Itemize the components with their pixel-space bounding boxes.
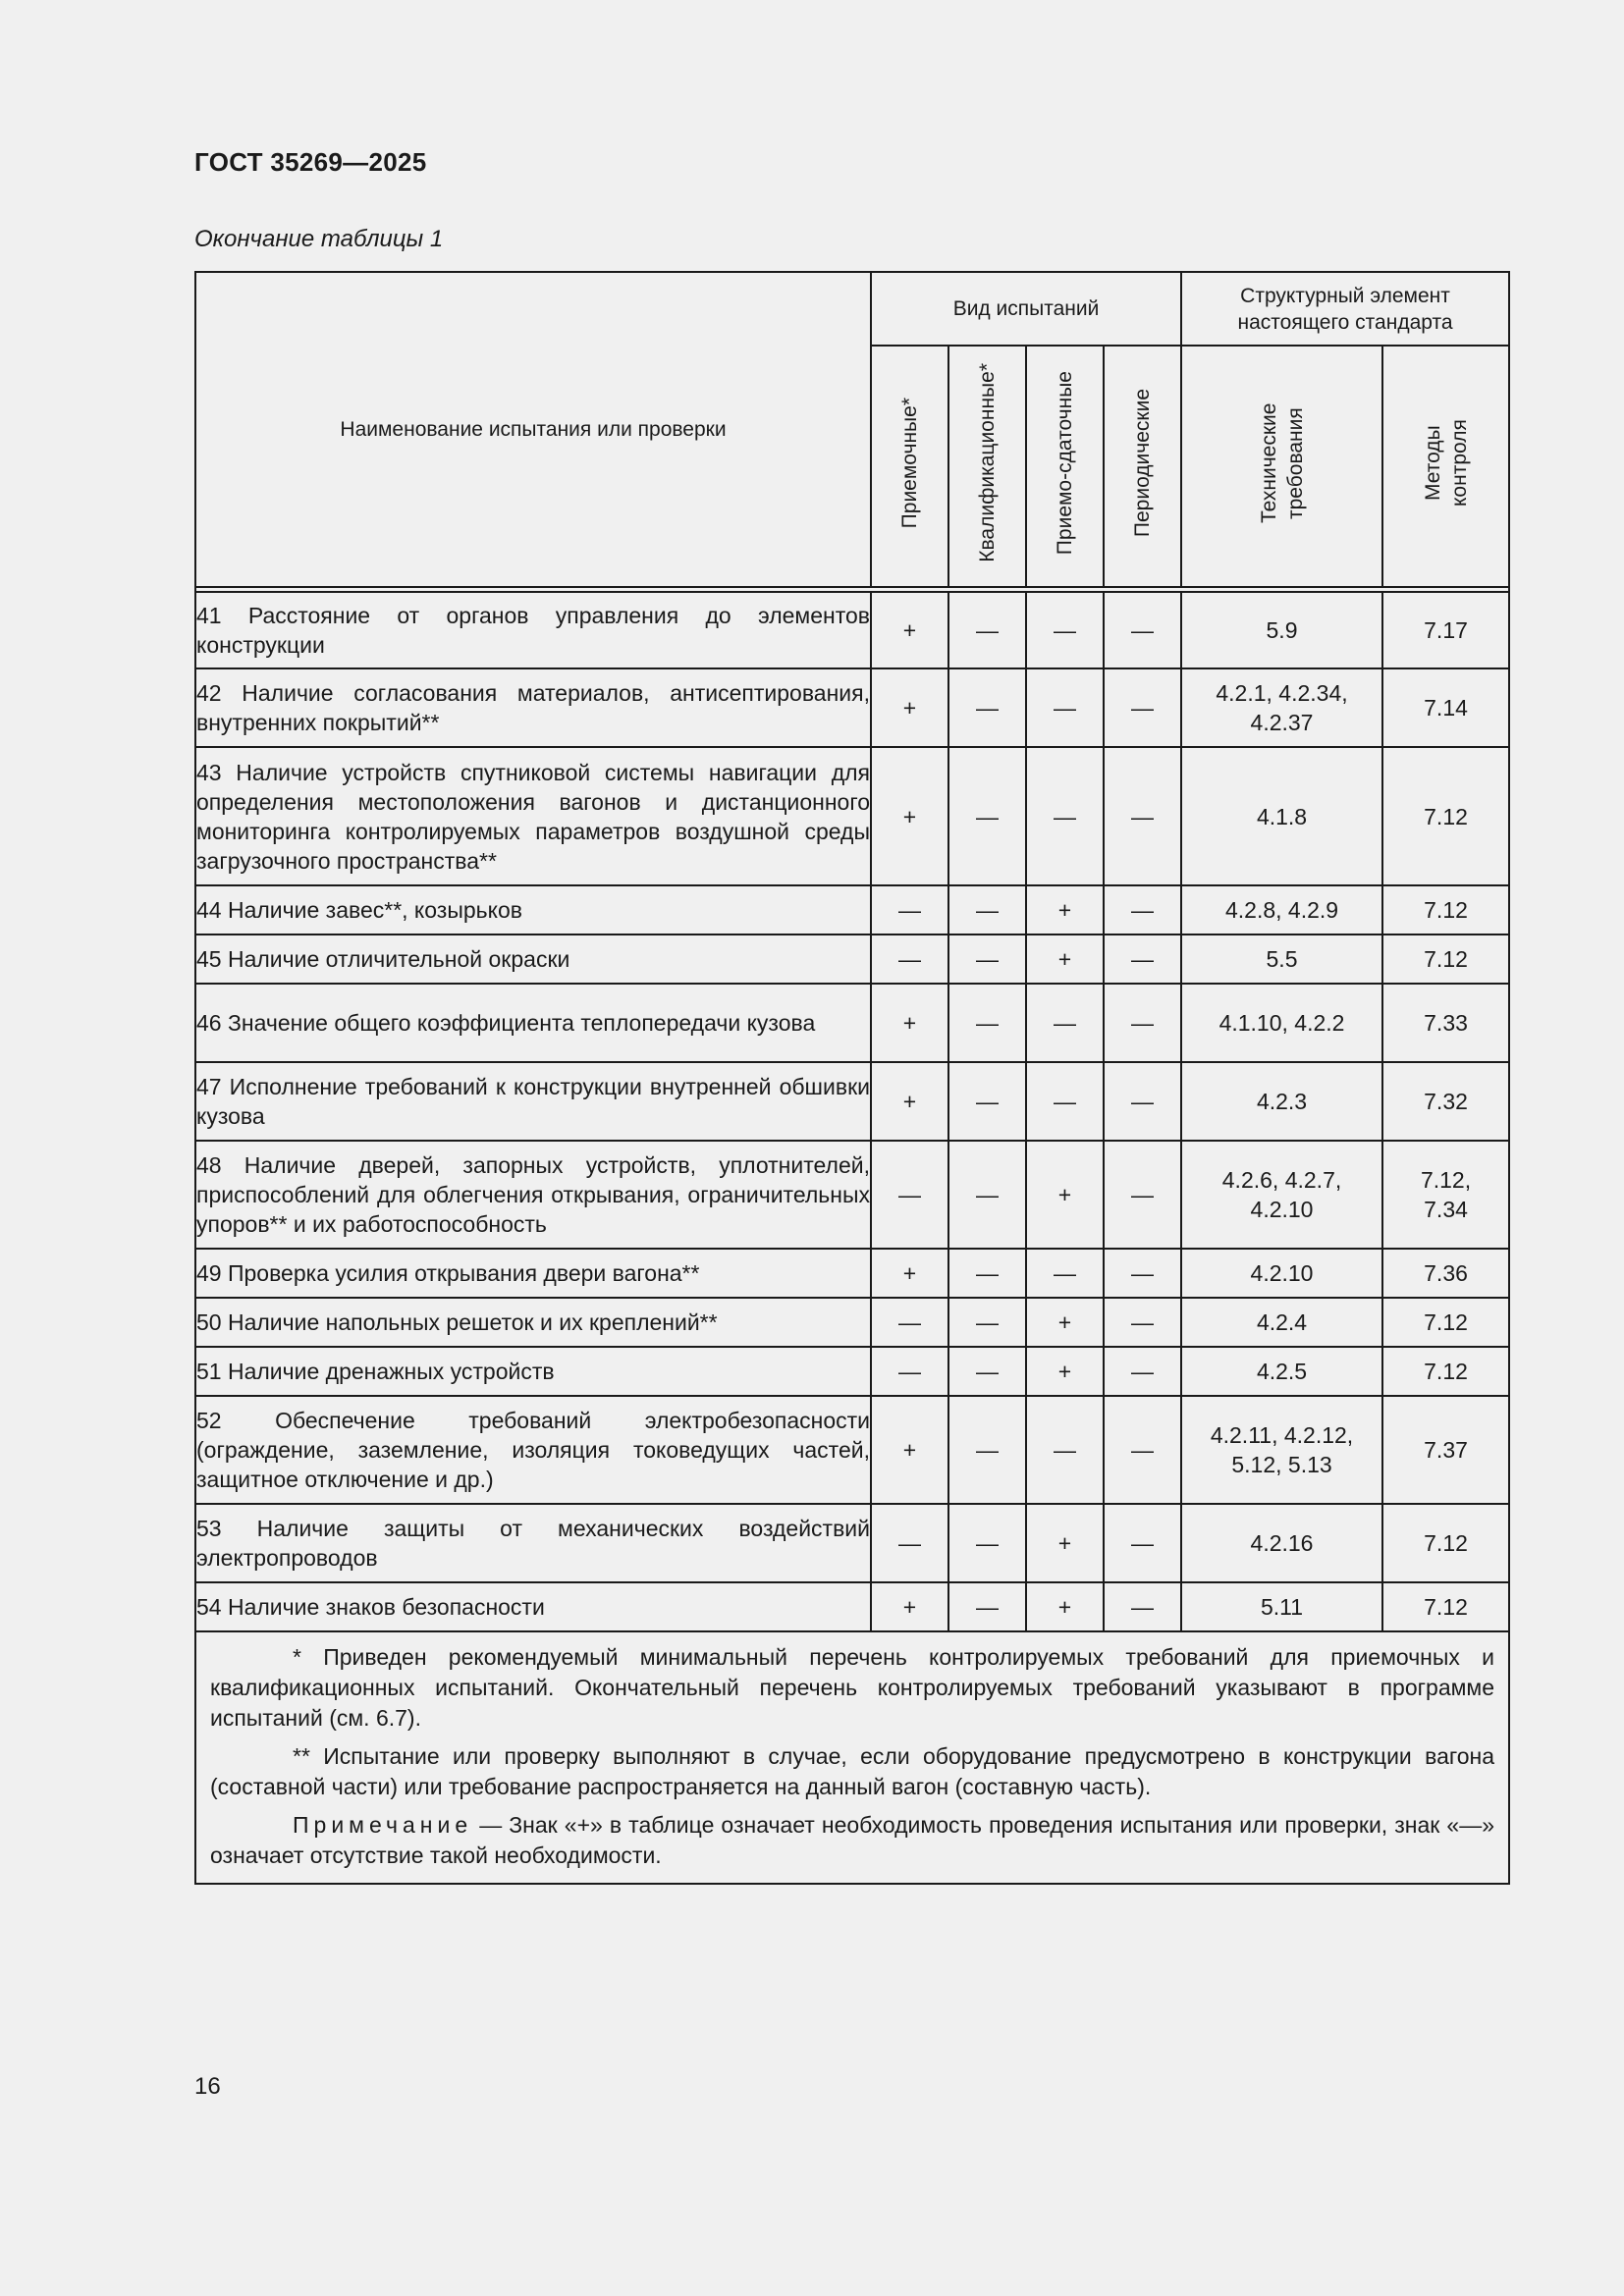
qualification-mark-cell: — — [948, 1298, 1026, 1347]
test-name-cell: 41 Расстояние от органов управления до элементов конструкции — [195, 592, 871, 668]
tech-requirements-cell: 4.2.11, 4.2.12, 5.12, 5.13 — [1181, 1396, 1382, 1504]
table-row — [195, 747, 1509, 885]
acceptance-mark-cell: + — [871, 592, 948, 668]
acceptance-mark-cell: — — [871, 1141, 948, 1249]
acceptance-mark-cell: + — [871, 668, 948, 747]
periodic-mark-cell: — — [1104, 1396, 1181, 1504]
table-row — [195, 1062, 1509, 1141]
header-qualification-label: Квалификационные* — [976, 363, 999, 562]
acceptance-mark-cell: + — [871, 984, 948, 1062]
tech-requirements-cell: 4.2.1, 4.2.34, 4.2.37 — [1181, 668, 1382, 747]
control-methods-cell: 7.32 — [1382, 1062, 1509, 1141]
delivery-mark-cell: + — [1026, 1141, 1104, 1249]
header-periodic — [1104, 346, 1181, 587]
qualification-mark-cell: — — [948, 747, 1026, 885]
periodic-mark-cell: — — [1104, 668, 1181, 747]
header-acceptance-label: Приемочные* — [898, 397, 921, 529]
periodic-mark-cell: — — [1104, 984, 1181, 1062]
table-row — [195, 592, 1509, 668]
acceptance-mark-cell: + — [871, 1396, 948, 1504]
control-methods-cell: 7.37 — [1382, 1396, 1509, 1504]
table-body — [195, 587, 1509, 1631]
table-row — [195, 1582, 1509, 1631]
control-methods-cell: 7.12 — [1382, 1347, 1509, 1396]
header-tech-requirements — [1181, 346, 1382, 587]
test-name-cell: 49 Проверка усилия открывания двери вагона** — [195, 1249, 871, 1298]
test-name-cell: 53 Наличие защиты от механических воздействий электропроводов — [195, 1504, 871, 1582]
tech-requirements-cell: 4.1.10, 4.2.2 — [1181, 984, 1382, 1062]
test-name-cell: 48 Наличие дверей, запорных устройств, уплотнителей, приспособлений для облегчения открывания, ограничительных упоров** и их работоспособность — [195, 1141, 871, 1249]
table-notes — [195, 1631, 1509, 1884]
table-row — [195, 1504, 1509, 1582]
header-delivery — [1026, 346, 1104, 587]
control-methods-cell: 7.14 — [1382, 668, 1509, 747]
footnote-single-star: * Приведен рекомендуемый минимальный перечень контролируемых требований для приемочных и квалификационных испытаний. Окончательный перечень контролируемых требований указывают в программе испытаний (см. 6.7). — [210, 1644, 1495, 1731]
header-tech-requirements-label: Технические требования — [1257, 402, 1307, 523]
test-name-cell: 54 Наличие знаков безопасности — [195, 1582, 871, 1631]
acceptance-mark-cell: — — [871, 934, 948, 984]
test-name-cell: 42 Наличие согласования материалов, антисептирования, внутренних покрытий** — [195, 668, 871, 747]
table-row — [195, 984, 1509, 1062]
delivery-mark-cell: + — [1026, 934, 1104, 984]
qualification-mark-cell: — — [948, 1062, 1026, 1141]
acceptance-mark-cell: — — [871, 1298, 948, 1347]
periodic-mark-cell: — — [1104, 747, 1181, 885]
header-delivery-label: Приемо-сдаточные — [1054, 370, 1076, 556]
delivery-mark-cell: — — [1026, 592, 1104, 668]
test-name-cell: 47 Исполнение требований к конструкции внутренней обшивки кузова — [195, 1062, 871, 1141]
table-caption: Окончание таблицы 1 — [194, 226, 444, 252]
control-methods-cell: 7.12 — [1382, 747, 1509, 885]
acceptance-mark-cell: + — [871, 1582, 948, 1631]
periodic-mark-cell: — — [1104, 934, 1181, 984]
delivery-mark-cell: — — [1026, 1062, 1104, 1141]
note-text: — Знак «+» в таблице означает необходимость проведения испытания или проверки, знак «—» означает отсутствие такой необходимости. — [210, 1812, 1495, 1868]
tech-requirements-cell: 4.1.8 — [1181, 747, 1382, 885]
control-methods-cell: 7.17 — [1382, 592, 1509, 668]
tech-requirements-cell: 4.2.16 — [1181, 1504, 1382, 1582]
periodic-mark-cell: — — [1104, 1141, 1181, 1249]
table-row — [195, 1249, 1509, 1298]
periodic-mark-cell: — — [1104, 1347, 1181, 1396]
test-name-cell: 45 Наличие отличительной окраски — [195, 934, 871, 984]
qualification-mark-cell: — — [948, 1396, 1026, 1504]
periodic-mark-cell: — — [1104, 1298, 1181, 1347]
control-methods-cell: 7.12 — [1382, 885, 1509, 934]
periodic-mark-cell: — — [1104, 1582, 1181, 1631]
delivery-mark-cell: — — [1026, 1396, 1104, 1504]
delivery-mark-cell: + — [1026, 1298, 1104, 1347]
table-note — [210, 1810, 1494, 1871]
control-methods-cell: 7.12 — [1382, 1504, 1509, 1582]
tech-requirements-cell: 4.2.6, 4.2.7, 4.2.10 — [1181, 1141, 1382, 1249]
table-row — [195, 1298, 1509, 1347]
tech-requirements-cell: 5.11 — [1181, 1582, 1382, 1631]
table-row — [195, 934, 1509, 984]
note-label: Примечание — [293, 1812, 473, 1838]
qualification-mark-cell: — — [948, 934, 1026, 984]
page-number: 16 — [194, 2073, 221, 2100]
delivery-mark-cell: + — [1026, 1504, 1104, 1582]
delivery-mark-cell: + — [1026, 885, 1104, 934]
table-row — [195, 885, 1509, 934]
qualification-mark-cell: — — [948, 1347, 1026, 1396]
acceptance-mark-cell: + — [871, 1062, 948, 1141]
test-name-cell: 43 Наличие устройств спутниковой системы навигации для определения местоположения вагонов и дистанционного мониторинга контролируемых параметров воздушной среды загрузочного пространства** — [195, 747, 871, 885]
header-acceptance — [871, 346, 948, 587]
periodic-mark-cell: — — [1104, 885, 1181, 934]
delivery-mark-cell: — — [1026, 984, 1104, 1062]
header-test-name: Наименование испытания или проверки — [195, 272, 871, 587]
tech-requirements-cell: 4.2.10 — [1181, 1249, 1382, 1298]
document-code: ГОСТ 35269—2025 — [194, 147, 427, 177]
table-row — [195, 1396, 1509, 1504]
test-name-cell: 52 Обеспечение требований электробезопасности (ограждение, заземление, изоляция токоведущих частей, защитное отключение и др.) — [195, 1396, 871, 1504]
qualification-mark-cell: — — [948, 592, 1026, 668]
tech-requirements-cell: 4.2.3 — [1181, 1062, 1382, 1141]
control-methods-cell: 7.12 — [1382, 934, 1509, 984]
test-name-cell: 51 Наличие дренажных устройств — [195, 1347, 871, 1396]
requirements-table — [194, 271, 1510, 1885]
qualification-mark-cell: — — [948, 668, 1026, 747]
delivery-mark-cell: + — [1026, 1347, 1104, 1396]
control-methods-cell: 7.12 — [1382, 1582, 1509, 1631]
tech-requirements-cell: 5.9 — [1181, 592, 1382, 668]
tech-requirements-cell: 4.2.8, 4.2.9 — [1181, 885, 1382, 934]
header-periodic-label: Периодические — [1131, 388, 1154, 538]
qualification-mark-cell: — — [948, 984, 1026, 1062]
table-row — [195, 1347, 1509, 1396]
qualification-mark-cell: — — [948, 1141, 1026, 1249]
header-control-methods — [1382, 346, 1509, 587]
header-control-methods-label: Методы контроля — [1421, 419, 1471, 507]
acceptance-mark-cell: + — [871, 1249, 948, 1298]
qualification-mark-cell: — — [948, 885, 1026, 934]
acceptance-mark-cell: — — [871, 1504, 948, 1582]
control-methods-cell: 7.12, 7.34 — [1382, 1141, 1509, 1249]
control-methods-cell: 7.33 — [1382, 984, 1509, 1062]
acceptance-mark-cell: — — [871, 885, 948, 934]
periodic-mark-cell: — — [1104, 1504, 1181, 1582]
delivery-mark-cell: + — [1026, 1582, 1104, 1631]
tech-requirements-cell: 4.2.5 — [1181, 1347, 1382, 1396]
delivery-mark-cell: — — [1026, 1249, 1104, 1298]
tech-requirements-cell: 5.5 — [1181, 934, 1382, 984]
table-row — [195, 668, 1509, 747]
header-structural-element: Структурный элемент настоящего стандарта — [1181, 272, 1509, 346]
test-name-cell: 50 Наличие напольных решеток и их креплений** — [195, 1298, 871, 1347]
test-name-cell: 46 Значение общего коэффициента теплопередачи кузова — [195, 984, 871, 1062]
qualification-mark-cell: — — [948, 1582, 1026, 1631]
qualification-mark-cell: — — [948, 1504, 1026, 1582]
footnote-double-star: ** Испытание или проверку выполняют в случае, если оборудование предусмотрено в конструкции вагона (составной части) или требование распространяется на данный вагон (составную часть). — [210, 1743, 1495, 1799]
test-name-cell: 44 Наличие завес**, козырьков — [195, 885, 871, 934]
table-row — [195, 1141, 1509, 1249]
delivery-mark-cell: — — [1026, 668, 1104, 747]
periodic-mark-cell: — — [1104, 1062, 1181, 1141]
qualification-mark-cell: — — [948, 1249, 1026, 1298]
tech-requirements-cell: 4.2.4 — [1181, 1298, 1382, 1347]
acceptance-mark-cell: + — [871, 747, 948, 885]
acceptance-mark-cell: — — [871, 1347, 948, 1396]
header-test-type: Вид испытаний — [871, 272, 1181, 346]
periodic-mark-cell: — — [1104, 1249, 1181, 1298]
control-methods-cell: 7.36 — [1382, 1249, 1509, 1298]
control-methods-cell: 7.12 — [1382, 1298, 1509, 1347]
delivery-mark-cell: — — [1026, 747, 1104, 885]
header-qualification — [948, 346, 1026, 587]
periodic-mark-cell: — — [1104, 592, 1181, 668]
